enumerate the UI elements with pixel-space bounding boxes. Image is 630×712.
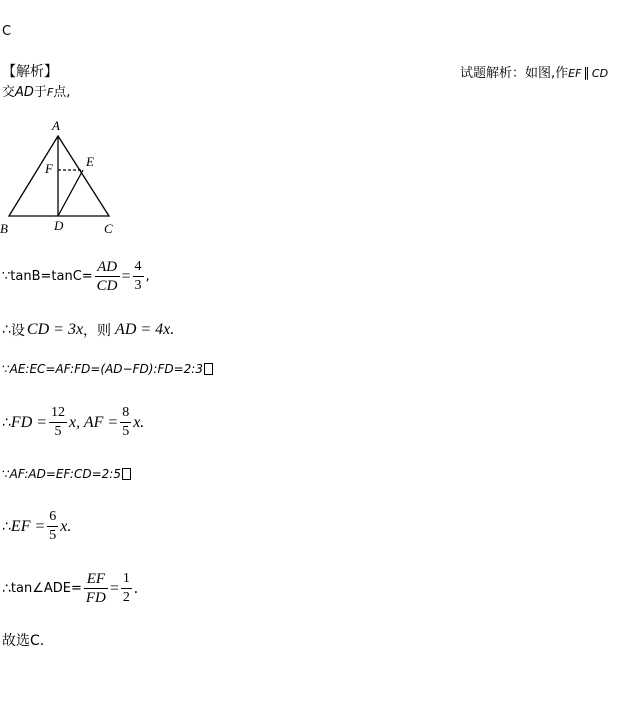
ratio-statement: AE:EC=AF:FD=(AD−FD):FD=2:3 bbox=[9, 362, 203, 376]
line2-suffix: 点, bbox=[53, 85, 71, 100]
analysis-label: 【解析】 bbox=[2, 64, 58, 80]
ad-expression: AD = 4x. bbox=[115, 321, 175, 338]
therefore-symbol: ∴ bbox=[2, 580, 11, 597]
intro-text: 试题解析：如图,作 bbox=[460, 66, 569, 81]
equals-sign: = bbox=[109, 579, 119, 597]
tan-b-eq: tanB=tanC= bbox=[10, 269, 93, 284]
fraction-den: 2 bbox=[122, 590, 130, 605]
intro-cd: CD bbox=[591, 67, 609, 80]
line2-prefix: 交 bbox=[2, 85, 16, 100]
step-3 bbox=[2, 362, 213, 376]
therefore-symbol: ∴ bbox=[2, 322, 11, 338]
ef-eq: EF = bbox=[10, 517, 46, 535]
fraction-12-5 bbox=[49, 404, 67, 441]
fraction-den: CD bbox=[96, 278, 118, 294]
step-6 bbox=[2, 508, 71, 545]
label-a: A bbox=[52, 118, 60, 133]
line2-mid: 于 bbox=[33, 85, 47, 100]
analysis-intro bbox=[460, 62, 608, 81]
label-c: C bbox=[104, 221, 113, 236]
fraction-num: 6 bbox=[47, 508, 58, 527]
fraction-ef-fd bbox=[84, 570, 108, 607]
fraction-num: EF bbox=[84, 570, 108, 589]
equals-sign: = bbox=[121, 267, 131, 285]
parallel-symbol: ∥ bbox=[583, 66, 590, 81]
step-4 bbox=[2, 404, 144, 441]
then-word: ，则 bbox=[83, 323, 112, 339]
x-tail: x. bbox=[133, 413, 145, 431]
label-e: E bbox=[86, 154, 94, 169]
comma: , bbox=[145, 269, 150, 284]
label-d: D bbox=[54, 218, 64, 233]
placeholder-glyph bbox=[122, 468, 131, 480]
triangle-abc bbox=[9, 136, 109, 216]
line2-f: F bbox=[46, 86, 54, 99]
period: . bbox=[133, 579, 138, 597]
segment-de bbox=[58, 170, 83, 216]
fraction-num: AD bbox=[95, 258, 120, 277]
label-f: F bbox=[45, 161, 53, 176]
fraction-8-5 bbox=[120, 404, 131, 441]
answer-text: C bbox=[2, 24, 12, 39]
fraction-4-3 bbox=[133, 258, 144, 295]
label-b: B bbox=[0, 221, 8, 236]
fd-eq: FD = bbox=[10, 413, 48, 431]
conclusion-text: 故选C. bbox=[2, 633, 45, 649]
fraction-num: 8 bbox=[120, 404, 131, 423]
fraction-ad-cd bbox=[95, 258, 120, 295]
ratio-statement: AF:AD=EF:CD=2:5 bbox=[9, 467, 121, 481]
fraction-num: 12 bbox=[49, 404, 67, 423]
fraction-num: 1 bbox=[121, 570, 132, 589]
af-eq: x, AF = bbox=[69, 413, 119, 431]
step-2 bbox=[2, 320, 174, 340]
fraction-1-2 bbox=[121, 570, 132, 607]
fraction-den: 5 bbox=[54, 424, 62, 439]
fraction-den: 5 bbox=[122, 424, 130, 439]
intro-line-2 bbox=[2, 81, 70, 100]
line2-ad: AD bbox=[15, 85, 34, 100]
cd-expression: CD = 3x bbox=[26, 321, 84, 338]
fraction-den: 5 bbox=[49, 528, 57, 543]
fraction-den: FD bbox=[85, 590, 106, 606]
step-5 bbox=[2, 467, 131, 481]
step-1 bbox=[2, 258, 150, 295]
because-symbol: ∵ bbox=[2, 467, 10, 481]
step-7 bbox=[2, 570, 138, 607]
because-symbol: ∵ bbox=[2, 269, 11, 284]
x-tail: x. bbox=[60, 517, 72, 535]
set-word: 设 bbox=[10, 323, 25, 339]
intro-ef: EF bbox=[568, 67, 582, 80]
tan-ade-eq: tan∠ADE= bbox=[10, 581, 82, 596]
fraction-6-5 bbox=[47, 508, 58, 545]
triangle-figure bbox=[0, 115, 140, 240]
fraction-num: 4 bbox=[133, 258, 144, 277]
fraction-den: 3 bbox=[134, 278, 142, 293]
because-symbol: ∵ bbox=[2, 362, 10, 376]
therefore-symbol: ∴ bbox=[2, 414, 11, 431]
therefore-symbol: ∴ bbox=[2, 518, 11, 535]
placeholder-glyph bbox=[204, 363, 213, 375]
